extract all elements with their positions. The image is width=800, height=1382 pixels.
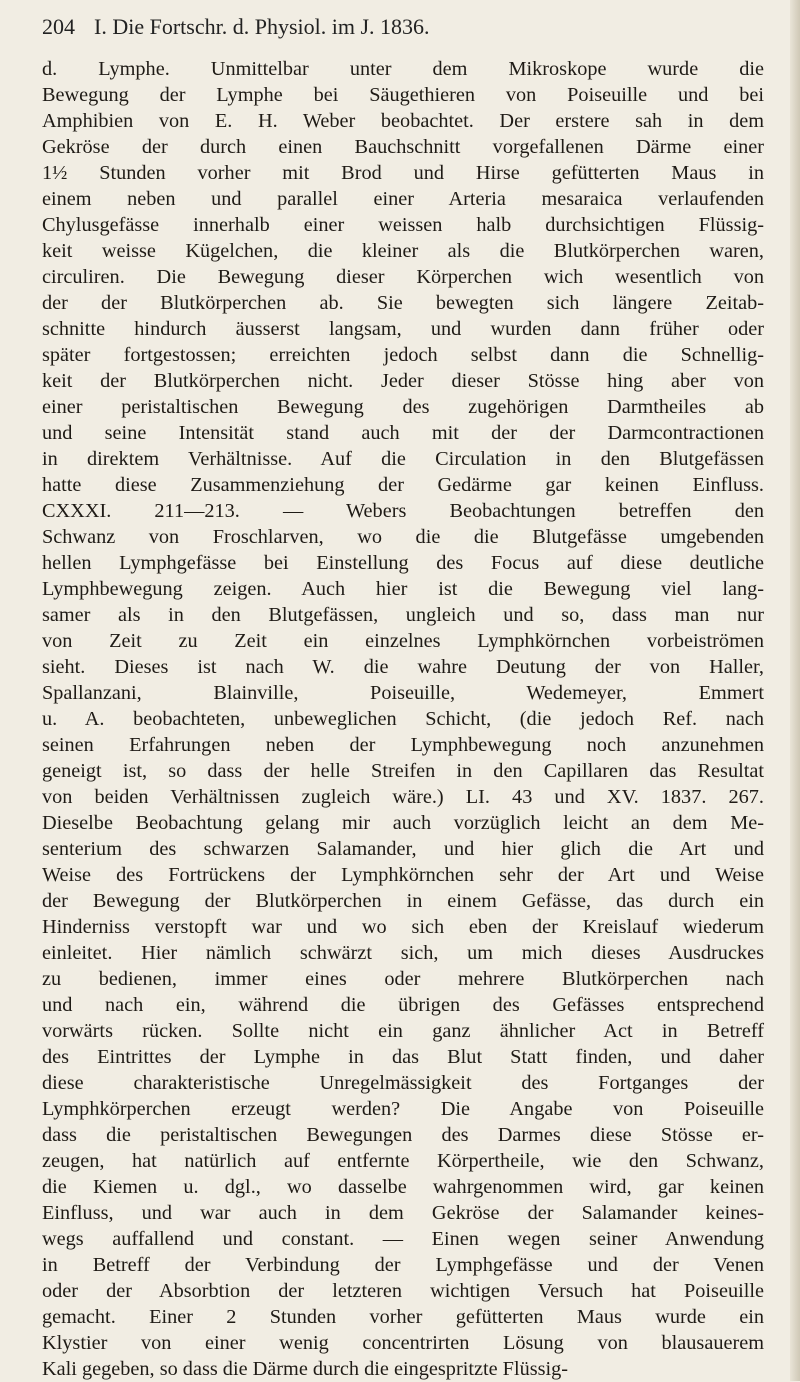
- text-line: 1½ Stunden vorher mit Brod und Hirse gefütterten Maus in: [42, 162, 764, 184]
- text-line: einem neben und parallel einer Arteria mesaraica verlaufenden: [42, 188, 764, 210]
- text-line: Chylusgefässe innerhalb einer weissen halb durchsichtigen Flüssig-: [42, 214, 764, 236]
- text-line: d. Lymphe. Unmittelbar unter dem Mikroskope wurde die: [42, 58, 764, 80]
- text-line: Lymphbewegung zeigen. Auch hier ist die Bewegung viel lang-: [42, 578, 764, 600]
- text-line: des Eintrittes der Lymphe in das Blut Statt finden, und daher: [42, 1046, 764, 1068]
- text-line: einer peristaltischen Bewegung des zugehörigen Darmtheiles ab: [42, 396, 764, 418]
- text-line: zu bedienen, immer eines oder mehrere Blutkörperchen nach: [42, 968, 764, 990]
- body-text: [42, 56, 764, 1382]
- text-line: später fortgestossen; erreichten jedoch selbst dann die Schnellig-: [42, 344, 764, 366]
- text-line: Bewegung der Lymphe bei Säugethieren von Poiseuille und bei: [42, 84, 764, 106]
- text-line: und seine Intensität stand auch mit der der Darmcontractionen: [42, 422, 764, 444]
- text-line: keit weisse Kügelchen, die kleiner als die Blutkörperchen waren,: [42, 240, 764, 262]
- text-line: wegs auffallend und constant. — Einen wegen seiner Anwendung: [42, 1228, 764, 1250]
- text-line: keit der Blutkörperchen nicht. Jeder dieser Stösse hing aber von: [42, 370, 764, 392]
- text-line: Lymphkörperchen erzeugt werden? Die Angabe von Poiseuille: [42, 1098, 764, 1120]
- text-line: in direktem Verhältnisse. Auf die Circulation in den Blutgefässen: [42, 448, 764, 470]
- text-line: Amphibien von E. H. Weber beobachtet. Der erstere sah in dem: [42, 110, 764, 132]
- book-page: [42, 14, 764, 1382]
- text-line: vorwärts rücken. Sollte nicht ein ganz ähnlicher Act in Betreff: [42, 1020, 764, 1042]
- page-edge: [790, 0, 800, 1381]
- text-line: diese charakteristische Unregelmässigkeit des Fortganges der: [42, 1072, 764, 1094]
- text-line: gemacht. Einer 2 Stunden vorher gefütterten Maus wurde ein: [42, 1306, 764, 1328]
- text-line: senterium des schwarzen Salamander, und hier glich die Art und: [42, 838, 764, 860]
- text-line: Klystier von einer wenig concentrirten Lösung von blausauerem: [42, 1332, 764, 1354]
- text-line: dass die peristaltischen Bewegungen des Darmes diese Stösse er-: [42, 1124, 764, 1146]
- text-line: seinen Erfahrungen neben der Lymphbewegung noch anzunehmen: [42, 734, 764, 756]
- running-header: [42, 14, 764, 46]
- running-title: I. Die Fortschr. d. Physiol. im J. 1836.: [94, 14, 430, 39]
- text-line: Einfluss, und war auch in dem Gekröse der Salamander keines-: [42, 1202, 764, 1224]
- text-line: Schwanz von Froschlarven, wo die die Blutgefässe umgebenden: [42, 526, 764, 548]
- text-line: und nach ein, während die übrigen des Gefässes entsprechend: [42, 994, 764, 1016]
- text-line: sieht. Dieses ist nach W. die wahre Deutung der von Haller,: [42, 656, 764, 678]
- text-line: zeugen, hat natürlich auf entfernte Körpertheile, wie den Schwanz,: [42, 1150, 764, 1172]
- text-line: geneigt ist, so dass der helle Streifen in den Capillaren das Resultat: [42, 760, 764, 782]
- text-line: circuliren. Die Bewegung dieser Körperchen wich wesentlich von: [42, 266, 764, 288]
- text-line: u. A. beobachteten, unbeweglichen Schicht, (die jedoch Ref. nach: [42, 708, 764, 730]
- text-line: Gekröse der durch einen Bauchschnitt vorgefallenen Därme einer: [42, 136, 764, 158]
- text-line: hellen Lymphgefässe bei Einstellung des Focus auf diese deutliche: [42, 552, 764, 574]
- text-line: hatte diese Zusammenziehung der Gedärme gar keinen Einfluss.: [42, 474, 764, 496]
- text-line: Dieselbe Beobachtung gelang mir auch vorzüglich leicht an dem Me-: [42, 812, 764, 834]
- text-line: der der Blutkörperchen ab. Sie bewegten sich längere Zeitab-: [42, 292, 764, 314]
- text-line: Spallanzani, Blainville, Poiseuille, Wedemeyer, Emmert: [42, 682, 764, 704]
- page-number: 204: [42, 14, 75, 39]
- text-line: samer als in den Blutgefässen, ungleich und so, dass man nur: [42, 604, 764, 626]
- text-line: oder der Absorbtion der letzteren wichtigen Versuch hat Poiseuille: [42, 1280, 764, 1302]
- text-line: schnitte hindurch äusserst langsam, und wurden dann früher oder: [42, 318, 764, 340]
- text-line: Kali gegeben, so dass die Därme durch die eingespritzte Flüssig-: [42, 1358, 569, 1380]
- text-line: einleitet. Hier nämlich schwärzt sich, um mich dieses Ausdruckes: [42, 942, 764, 964]
- text-line: in Betreff der Verbindung der Lymphgefässe und der Venen: [42, 1254, 764, 1276]
- text-line: die Kiemen u. dgl., wo dasselbe wahrgenommen wird, gar keinen: [42, 1176, 764, 1198]
- text-line: Hinderniss verstopft war und wo sich eben der Kreislauf wiederum: [42, 916, 764, 938]
- text-line: von beiden Verhältnissen zugleich wäre.) LI. 43 und XV. 1837. 267.: [42, 786, 764, 808]
- text-line: CXXXI. 211—213. — Webers Beobachtungen betreffen den: [42, 500, 764, 522]
- text-line: von Zeit zu Zeit ein einzelnes Lymphkörnchen vorbeiströmen: [42, 630, 764, 652]
- text-line: Weise des Fortrückens der Lymphkörnchen sehr der Art und Weise: [42, 864, 764, 886]
- text-line: der Bewegung der Blutkörperchen in einem Gefässe, das durch ein: [42, 890, 764, 912]
